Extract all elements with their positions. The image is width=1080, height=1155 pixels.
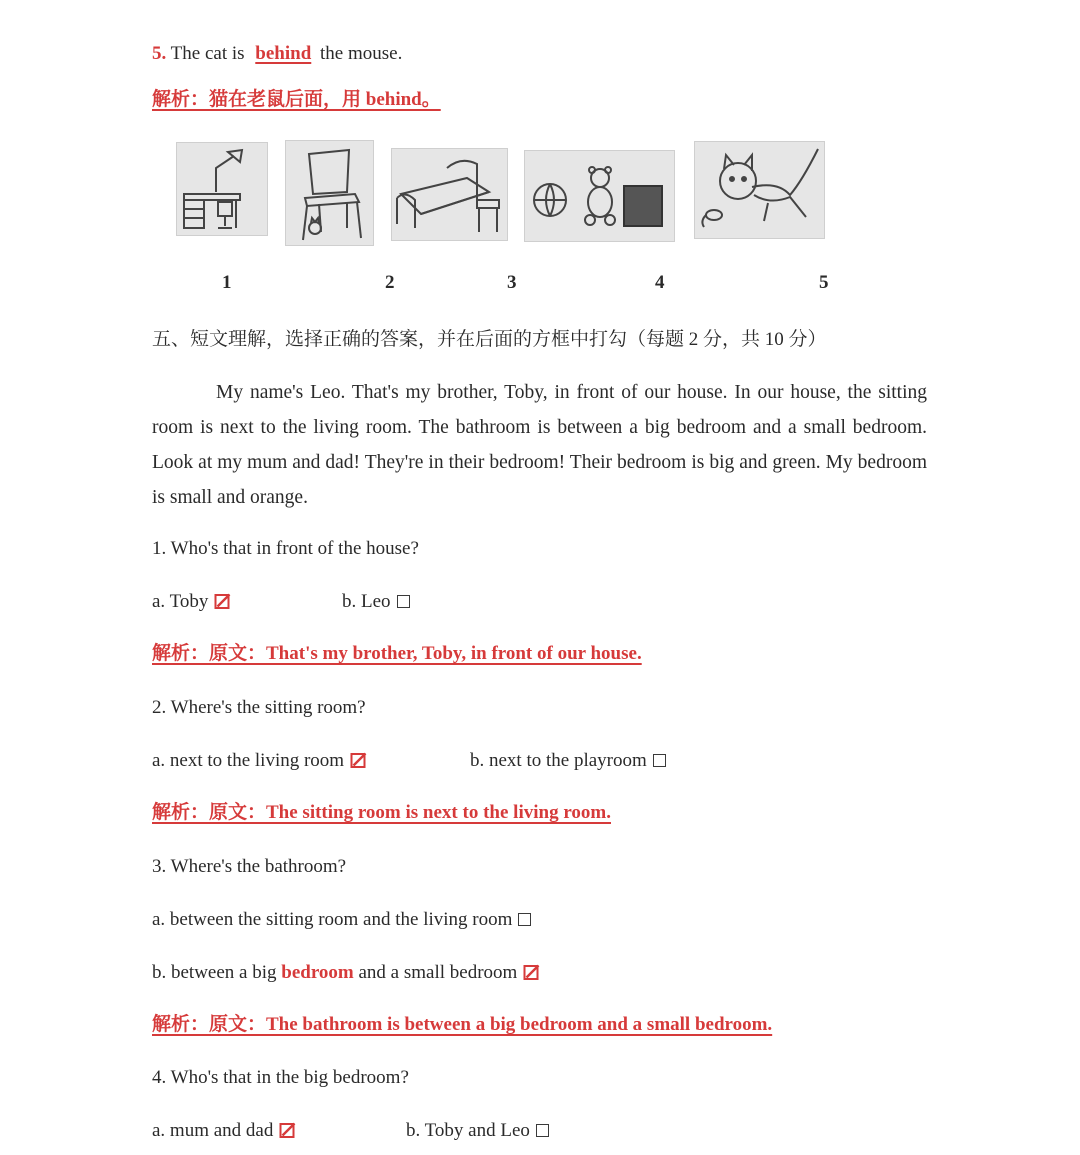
picture-label: 2	[385, 272, 395, 293]
picture-label: 5	[819, 272, 829, 293]
q3-analysis: 解析：原文：The bathroom is between a big bedroom and a small bedroom.	[152, 1014, 773, 1035]
empty-box-icon[interactable]	[653, 754, 666, 767]
q5-number: 5.	[152, 43, 167, 64]
reading-passage: My name's Leo. That's my brother, Toby, in front of our house. In our house, the sitting room is next to the living room. The bathroom is between a big bedroom and a small bedroom. Look at my mum and dad! They're in their bedroom! Their bedroom is big and green. My bedroom is small and orange.	[152, 382, 927, 508]
q1-option-a[interactable]	[152, 590, 231, 614]
q5-text-after: the mouse.	[320, 43, 403, 64]
q5-analysis: 解析：猫在老鼠后面，用 behind。	[152, 89, 441, 110]
q5-answer: behind	[255, 43, 312, 64]
q3-option-b-label: b. between a big	[152, 962, 277, 983]
q4-option-b-label: b. Toby and Leo	[406, 1120, 530, 1141]
empty-box-icon[interactable]	[518, 913, 531, 926]
q1-option-b-label: b. Leo	[342, 591, 391, 612]
q3-option-b-highlight: bedroom	[281, 962, 354, 983]
q4-option-a[interactable]	[152, 1119, 296, 1143]
picture-desk-lamp-chair	[176, 142, 268, 236]
q5-sentence	[152, 42, 402, 66]
picture-label: 1	[222, 272, 232, 293]
picture-label: 4	[655, 272, 665, 293]
picture-ball-bear-box	[524, 150, 675, 242]
q1-option-b[interactable]	[342, 590, 410, 614]
question-4: 4. Who's that in the big bedroom?	[152, 1067, 409, 1088]
q2-option-b[interactable]	[470, 749, 666, 773]
q2-option-b-label: b. next to the playroom	[470, 750, 647, 771]
q4-option-a-label: a. mum and dad	[152, 1120, 274, 1141]
picture-bed-chair	[391, 148, 508, 241]
q3-option-a-label: a. between the sitting room and the living room	[152, 909, 513, 930]
q2-option-a-label: a. next to the living room	[152, 750, 345, 771]
q2-analysis: 解析：原文：The sitting room is next to the living room.	[152, 802, 611, 823]
question-1: 1. Who's that in front of the house?	[152, 538, 419, 559]
q3-option-b-label-end: and a small bedroom	[358, 962, 518, 983]
checked-box-icon[interactable]	[523, 964, 540, 980]
empty-box-icon[interactable]	[536, 1124, 549, 1137]
empty-box-icon[interactable]	[397, 595, 410, 608]
picture-label: 3	[507, 272, 517, 293]
q1-option-a-label: a. Toby	[152, 591, 209, 612]
checked-box-icon[interactable]	[279, 1122, 296, 1138]
q3-option-b[interactable]	[152, 961, 540, 985]
section-heading: 五、短文理解，选择正确的答案，并在后面的方框中打勾（每题 2 分，共 10 分）	[152, 329, 827, 350]
question-3: 3. Where's the bathroom?	[152, 856, 347, 877]
picture-cat-mouse	[694, 141, 825, 239]
q1-analysis: 解析：原文：That's my brother, Toby, in front of our house.	[152, 643, 642, 664]
q2-option-a[interactable]	[152, 749, 367, 773]
checked-box-icon[interactable]	[214, 593, 231, 609]
q3-option-a[interactable]	[152, 908, 531, 932]
question-2: 2. Where's the sitting room?	[152, 697, 366, 718]
q4-option-b[interactable]	[406, 1119, 549, 1143]
checked-box-icon[interactable]	[350, 752, 367, 768]
q5-text-before: The cat is	[170, 43, 245, 64]
picture-chair-cat	[285, 140, 374, 246]
